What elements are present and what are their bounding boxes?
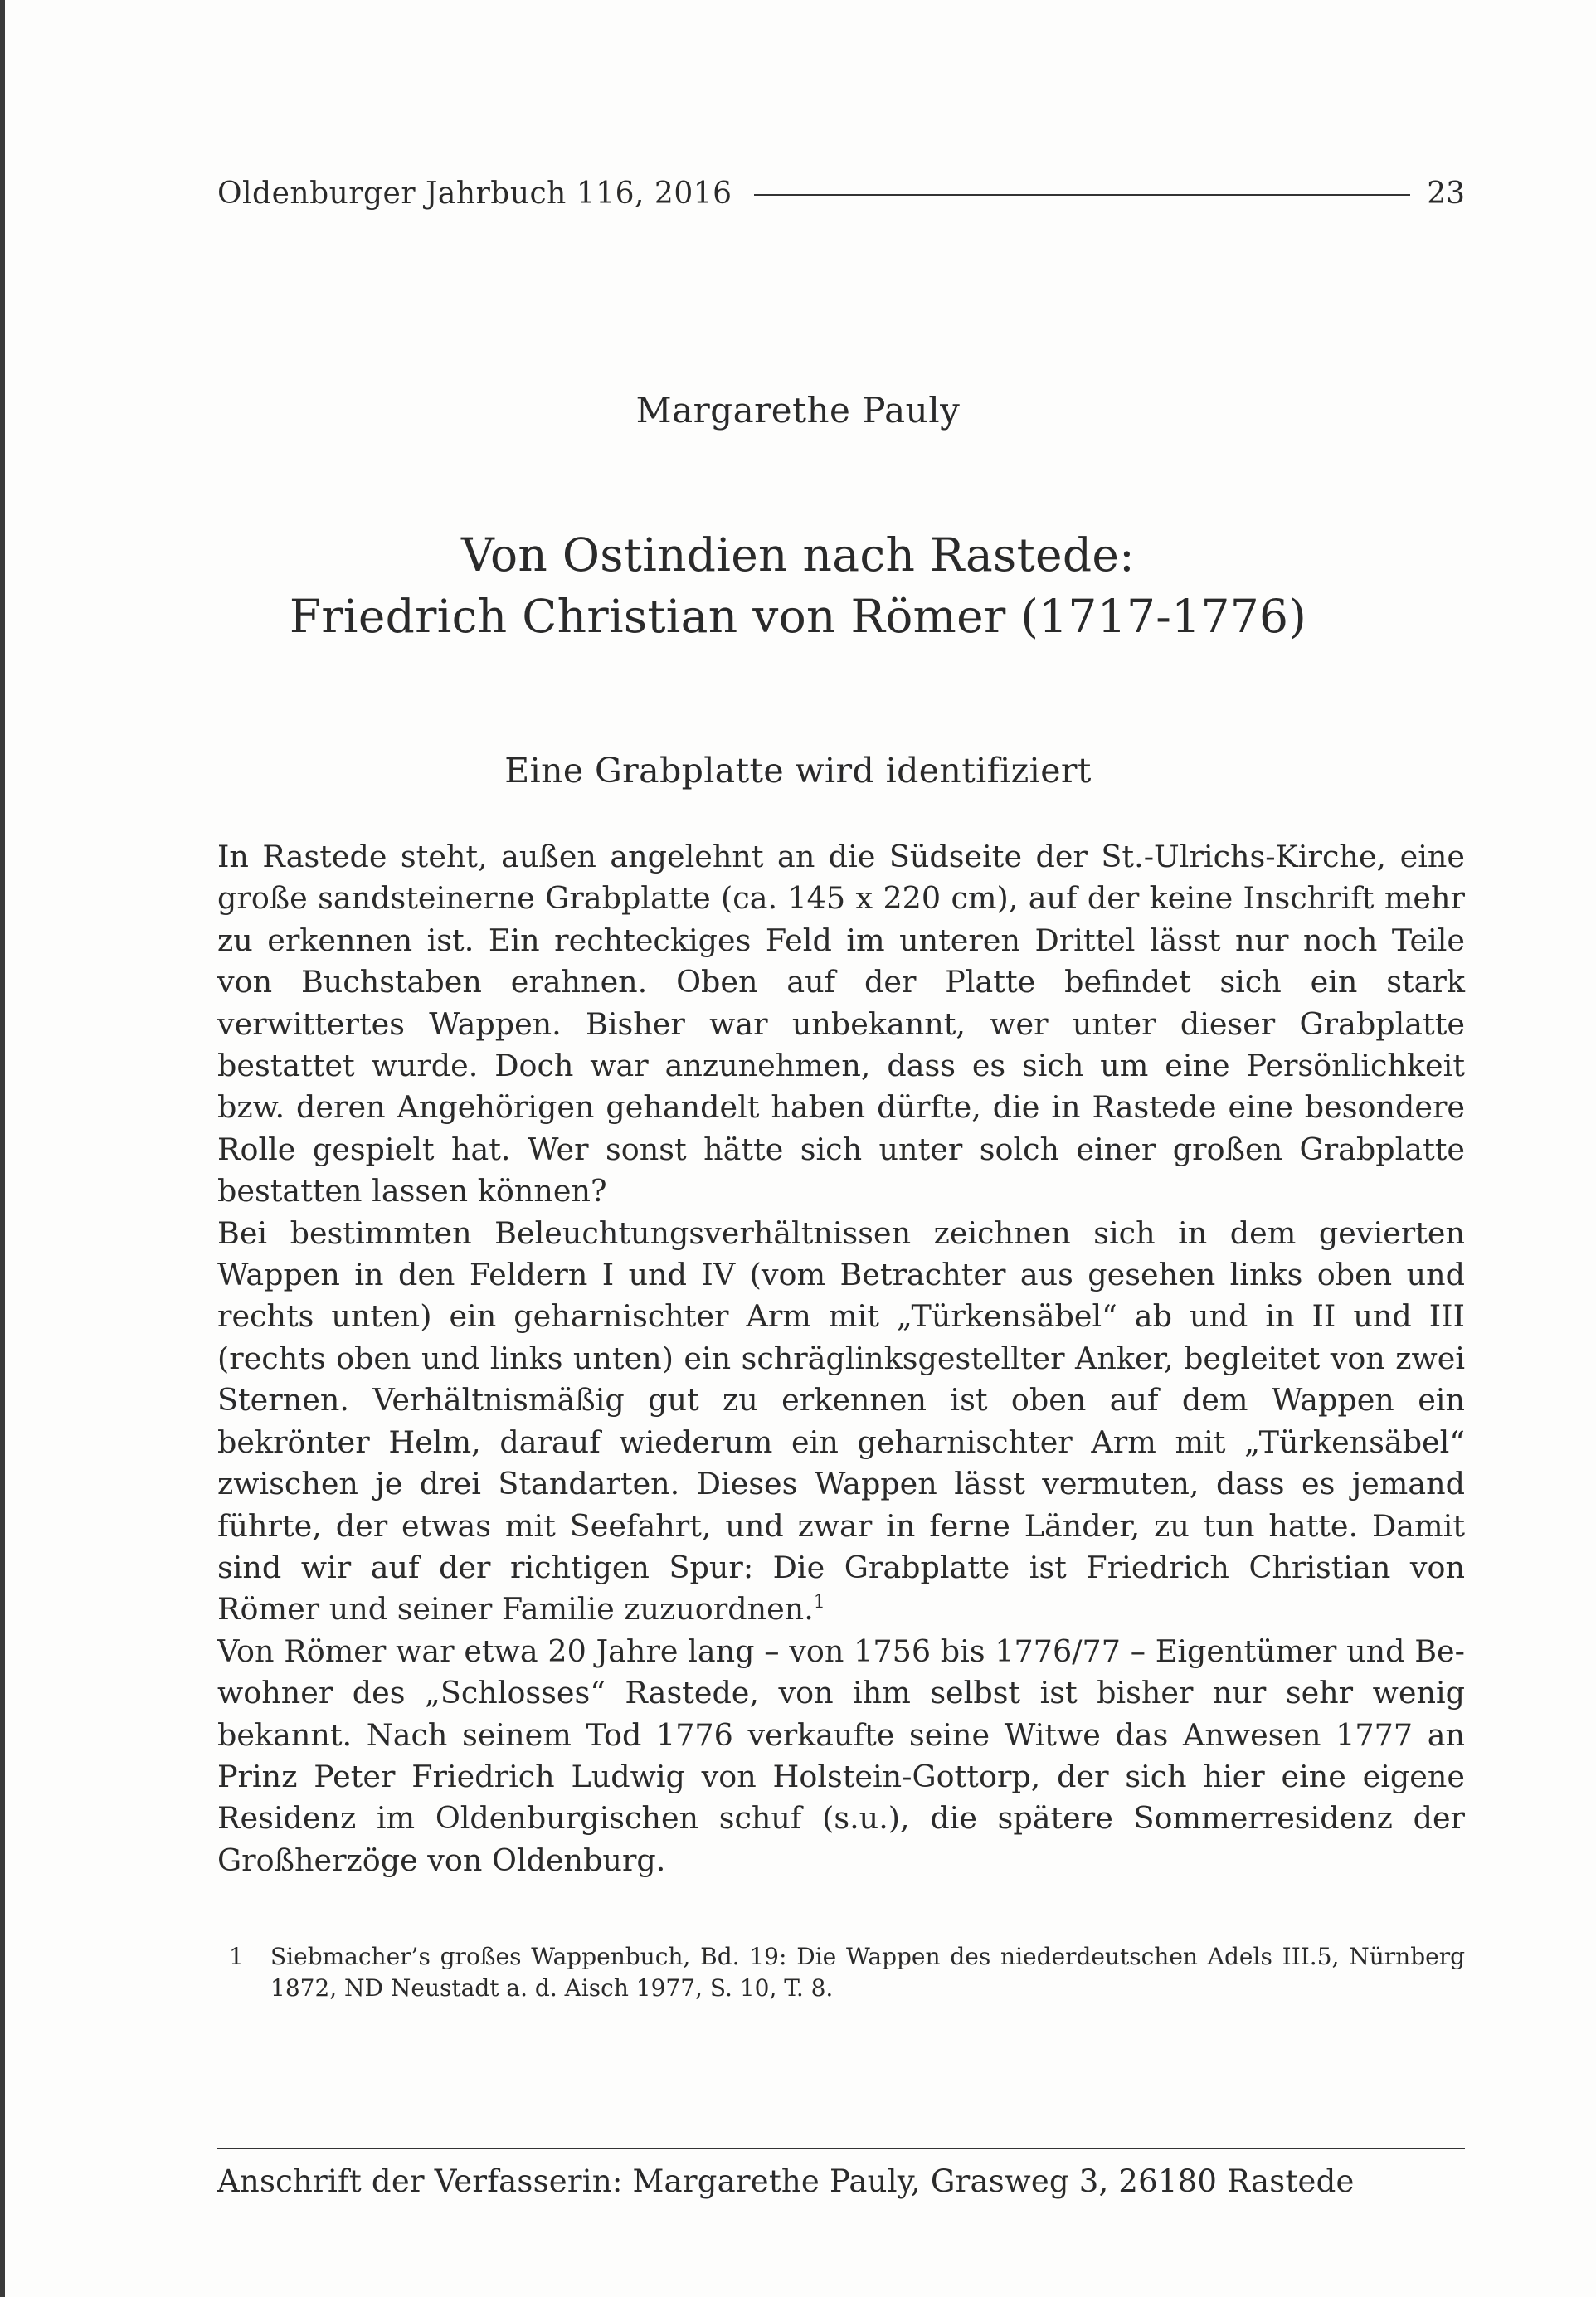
paragraph-2-text: Bei bestimmten Beleuchtungsverhältnissen zeichnen sich in dem gevierten Wappen in den Feldern I und IV (vom Betrachter aus gesehen links oben und rechts unten) ein geharnischter Arm mit „Türkensäbel“ ab und in II und III (rechts oben und links unten) ein schräglinksgestellter Anker, begleitet von zwei Sternen. Verhältnismäßig gut zu erkennen ist oben auf dem Wappen ein bekrönter Helm, darauf wiederum ein geharnischter Arm mit „Türkensäbel“ zwischen je drei Standarten. Dieses Wappen lässt vermuten, dass es jemand führte, der etwas mit Seefahrt, und zwar in ferne Länder, zu tun hatte. Damit sind wir auf der richtigen Spur: Die Grabplatte ist Friedrich Christian von Römer und seiner Familie zuzuordnen. bbox=[217, 1214, 1465, 1628]
page-number: 23 bbox=[1427, 176, 1465, 211]
section-heading: Eine Grabplatte wird identifiziert bbox=[504, 751, 1092, 791]
author-address: Anschrift der Verfasserin: Margarethe Pauly, Grasweg 3, 26180 Rastede bbox=[217, 2163, 1355, 2199]
running-head bbox=[217, 170, 1465, 217]
footnote bbox=[217, 1941, 1465, 2004]
header-rule bbox=[754, 194, 1411, 196]
footnote-number: 1 bbox=[229, 1943, 244, 1970]
scan-edge bbox=[0, 0, 5, 2297]
footnote-marker: 1 bbox=[813, 1592, 825, 1613]
article-title-line-1: Von Ostindien nach Rastede: bbox=[460, 528, 1136, 582]
author-name: Margarethe Pauly bbox=[635, 390, 961, 431]
footer-rule bbox=[217, 2148, 1465, 2149]
paragraph-2 bbox=[217, 1213, 1465, 1631]
body-text bbox=[217, 836, 1465, 1881]
paragraph-1: In Rastede steht, außen angelehnt an die Südseite der St.-Ulrichs-Kirche, eine große sandsteinerne Grabplatte (ca. 145 x 220 cm), auf der keine Inschrift mehr zu erkennen ist. Ein rechteckiges Feld im unteren Drittel lässt nur noch Teile von Buchstaben erahnen. Oben auf der Platte befindet sich ein stark verwittertes Wappen. Bisher war unbekannt, wer unter dieser Grabplatte bestattet wurde. Doch war anzunehmen, dass es sich um eine Persönlichkeit bzw. deren Angehörigen gehandelt haben dürfte, die in Rastede eine besondere Rolle gespielt hat. Wer sonst hätte sich unter solch einer großen Grabplatte bestatten lassen können? bbox=[217, 839, 1465, 1209]
article-title bbox=[0, 524, 1596, 647]
paragraph-3: Von Römer war etwa 20 Jahre lang – von 1756 bis 1776/77 – Eigentümer und Bewohner des „Schlosses“ Rastede, von ihm selbst ist bisher nur sehr wenig bekannt. Nach seinem Tod 1776 verkaufte seine Witwe das Anwesen 1777 an Prinz Peter Friedrich Ludwig von Holstein-Gottorp, der sich hier eine eigene Residenz im Oldenburgischen schuf (s.u.), die spätere Sommerresidenz der Großherzöge von Oldenburg. bbox=[217, 1633, 1465, 1878]
article-title-line-2: Friedrich Christian von Römer (1717-1776) bbox=[289, 590, 1307, 643]
footnote-text: Siebmacher’s großes Wappenbuch, Bd. 19: Die Wappen des niederdeutschen Adels III.5, Nürnberg 1872, ND Neustadt a. d. Aisch 1977, S. 10, T. 8. bbox=[270, 1943, 1465, 2002]
journal-title: Oldenburger Jahrbuch 116, 2016 bbox=[217, 176, 732, 211]
